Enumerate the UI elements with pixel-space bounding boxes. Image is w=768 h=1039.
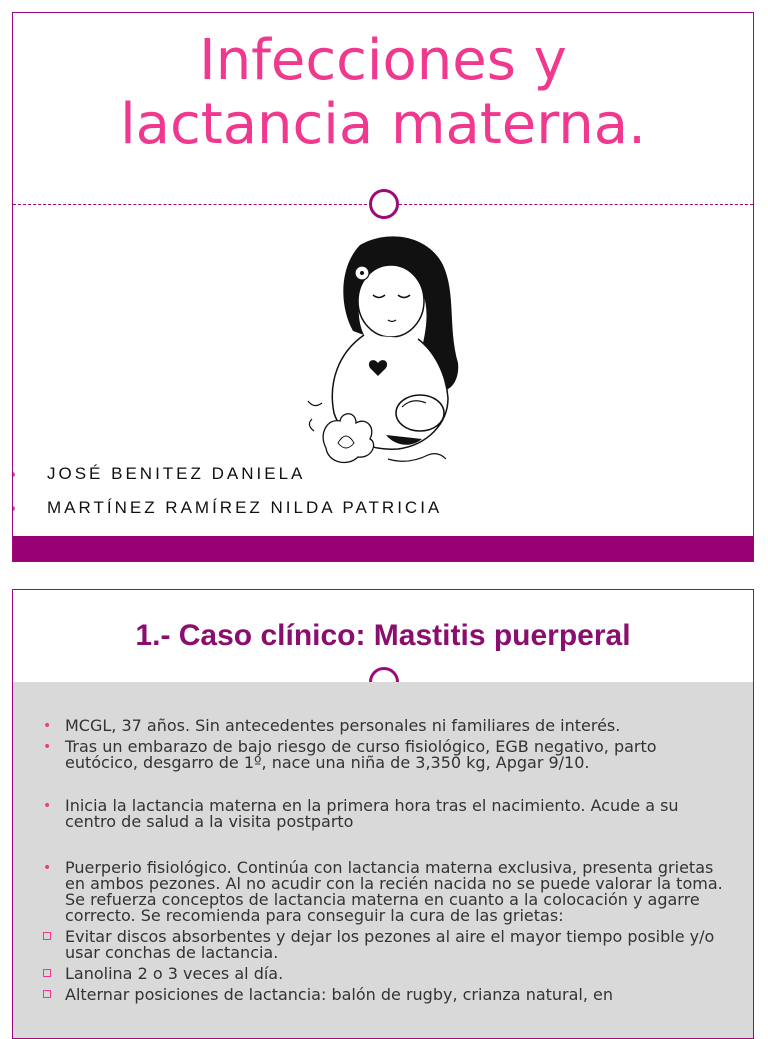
bullet-item xyxy=(43,716,729,735)
bullet-text: Alternar posiciones de lactancia: balón de rugby, crianza natural, en xyxy=(65,985,614,1004)
bullet-list xyxy=(13,718,753,1003)
bullet-text: Tras un embarazo de bajo riesgo de curso fisiológico, EGB negativo, parto eutócico, desgarro de 1º, nace una niña de 3,350 kg, Apgar 9/10. xyxy=(65,737,657,772)
bullet-item xyxy=(43,858,729,925)
bullet-text: Puerperio fisiológico. Continúa con lactancia materna exclusiva, presenta grietas en ambos pezones. Al no acudir con la recién nacida no se puede valorar la toma. Se refuerza conceptos de lactancia materna en cuanto a la colocación y agarre correcto. Se recomienda para conseguir la cura de las grietas: xyxy=(65,858,723,925)
author-list xyxy=(13,457,753,525)
author-item xyxy=(13,457,753,491)
sub-bullet-item xyxy=(65,929,729,961)
bullet-text: Lanolina 2 o 3 veces al día. xyxy=(65,964,284,983)
bullet-item xyxy=(43,796,729,831)
slide-heading: 1.- Caso clínico: Mastitis puerperal xyxy=(135,619,631,652)
bullet-dot-icon: • xyxy=(43,739,52,755)
bullet-dot-icon xyxy=(12,472,15,477)
divider-ring-icon xyxy=(369,189,399,219)
title-slide xyxy=(12,12,754,562)
slide-title xyxy=(13,29,753,157)
case-slide xyxy=(12,589,754,1039)
author-item xyxy=(13,491,753,525)
square-bullet-icon xyxy=(43,932,51,940)
bullet-dot-icon: • xyxy=(43,718,52,734)
author-name: JOSÉ BENITEZ DANIELA xyxy=(47,464,306,483)
content-panel xyxy=(13,682,753,1039)
bullet-text: MCGL, 37 años. Sin antecedentes personales ni familiares de interés. xyxy=(65,716,621,735)
square-bullet-icon xyxy=(43,990,51,998)
author-name: MARTÍNEZ RAMÍREZ NILDA PATRICIA xyxy=(47,498,443,517)
title-line-1: Infecciones y xyxy=(199,28,567,93)
bullet-text: Evitar discos absorbentes y dejar los pezones al aire el mayor tiempo posible y/o usar conchas de lactancia. xyxy=(65,927,715,962)
square-bullet-icon xyxy=(43,969,51,977)
bullet-dot-icon xyxy=(12,506,15,511)
footer-bar xyxy=(13,536,753,561)
bullet-text: Inicia la lactancia materna en la primera hora tras el nacimiento. Acude a su centro de salud a la visita postparto xyxy=(65,796,679,831)
bullet-dot-icon: • xyxy=(43,798,52,814)
bullet-item xyxy=(43,737,729,772)
title-line-2: lactancia materna. xyxy=(120,92,646,157)
bullet-dot-icon: • xyxy=(43,860,52,876)
sub-bullet-item xyxy=(65,987,729,1003)
breastfeeding-illustration xyxy=(298,223,463,478)
sub-bullet-item xyxy=(65,966,729,982)
